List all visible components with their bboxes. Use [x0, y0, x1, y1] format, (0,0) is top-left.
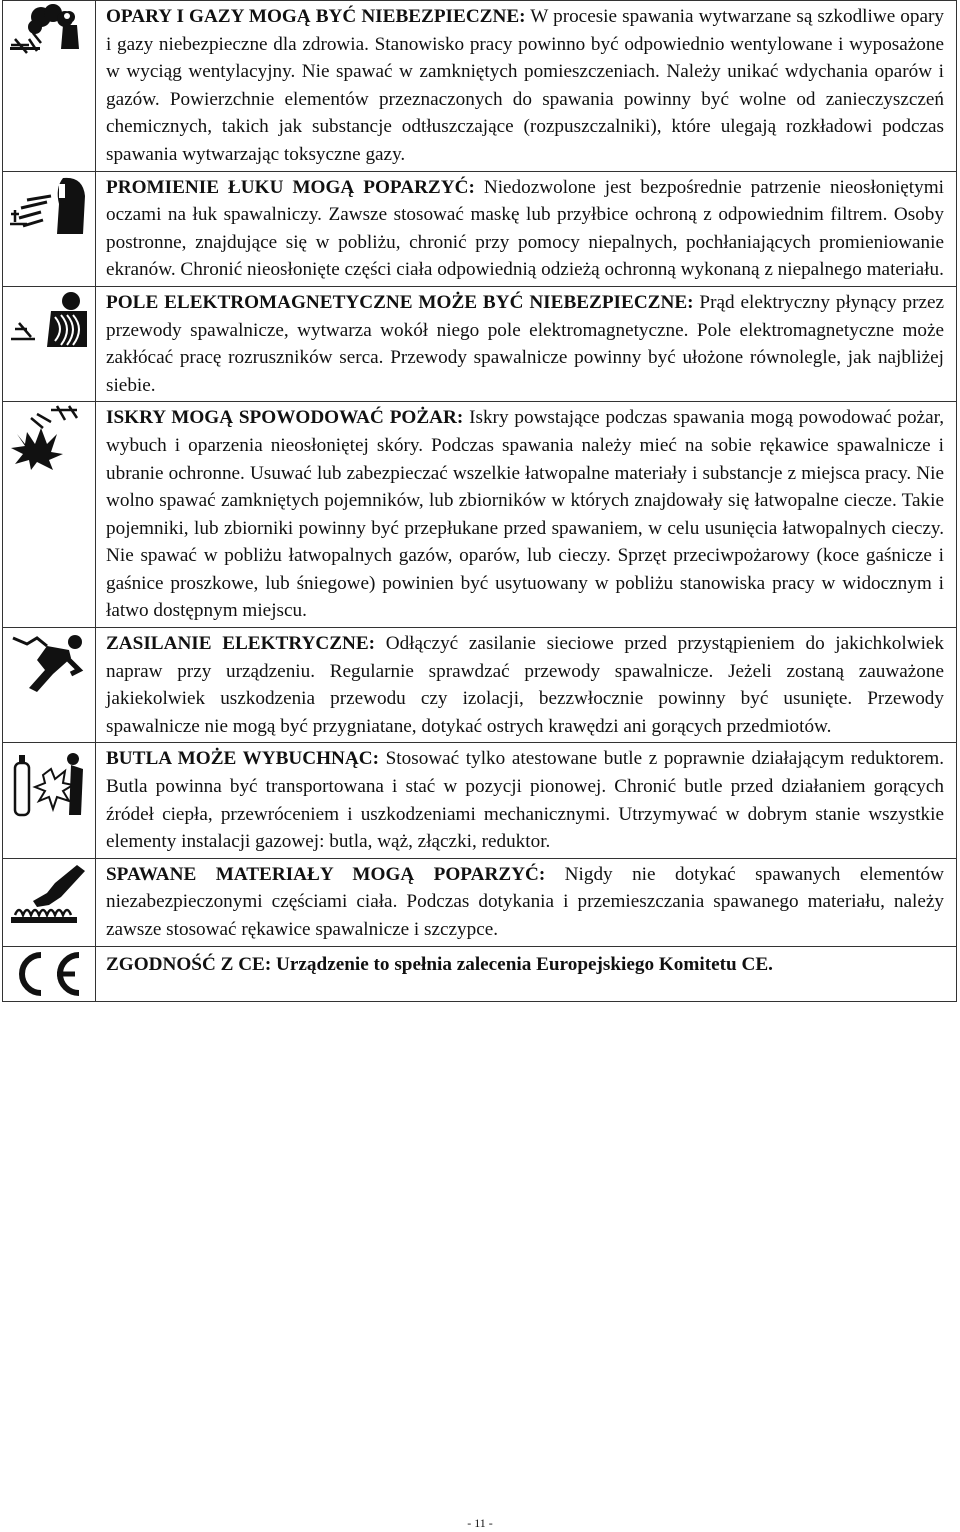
- safety-row: [3, 858, 957, 946]
- section-text: [96, 628, 957, 743]
- section-body: Niedozwolone jest bezpośrednie patrzenie nieosłoniętymi oczami na łuk spawalniczy. Zawsze stosować maskę lub przyłbice ochroną z odpowiednim filtrem. Osoby postronne, znajdujące się w pobliżu, chronić przy pomocy niepalnych, pochłaniających promieniowanie ekranów. Chronić nieosłonięte części ciała odpowiednią odzieżą ochronną wykonaną z niepalnego materiału.: [106, 176, 944, 281]
- section-heading: PROMIENIE ŁUKU MOGĄ POPARZYĆ:: [106, 176, 475, 198]
- safety-warnings-table: [2, 0, 957, 1002]
- gas-cylinder-explosion-icon: [3, 743, 95, 819]
- section-text: [96, 402, 957, 628]
- section-heading: SPAWANE MATERIAŁY MOGĄ POPARZYĆ:: [106, 863, 546, 885]
- section-text: [96, 286, 957, 401]
- section-body: W procesie spawania wytwarzane są szkodliwe opary i gazy niebezpieczne dla zdrowia. Stanowisko pracy powinno być odpowiednio wentylowane i wyposażone w wyciąg wentylacyjny. Nie spawać w zamkniętych pomieszczeniach. Należy unikać wdychania oparów i gazów. Powierzchnie elementów przeznaczonych do spawania powinny być wolne od zanieczyszczeń chemicznych, takich jak substancje odtłuszczające (rozpuszczalniki), które ulegają rozkładowi podczas spawania wytwarzając toksyczne gazy.: [106, 6, 944, 165]
- electromagnetic-field-hazard-icon: [3, 287, 95, 351]
- section-body: Iskry powstające podczas spawania mogą powodować pożar, wybuch i oparzenia nieosłoniętej skóry. Podczas spawania należy mieć na sobie rękawice spawalnicze i ubranie ochronne. Usuwać lub zabezpieczać wszelkie łatwopalne materiały i substancje z miejsca pracy. Nie wolno spawać zamkniętych pojemników, lub zbiorników w których znajdowały się łatwopalne ciecze. Takie pojemniki, lub zbiorniki powinny być przepłukane przed spawaniem, w celu usunięcia łatwopalnych cieczy. Nie spawać w pobliżu łatwopalnych gazów, oparów, lub cieczy. Sprzęt przeciwpożarowy (koce gaśnicze i gaśnice proszkowe, lub śniegowe) powinien być usytuowany w pobliżu stanowiska pracy w widocznym i łatwo dostępnym miejscu.: [106, 407, 945, 622]
- icon-cell: [3, 402, 96, 628]
- section-heading: BUTLA MOŻE WYBUCHNĄC:: [106, 748, 380, 770]
- ce-row: [3, 946, 957, 1001]
- safety-row: [3, 1, 957, 172]
- sparks-fire-hazard-icon: [3, 402, 95, 474]
- section-text: [96, 946, 957, 1001]
- section-text: [96, 858, 957, 946]
- arc-rays-hazard-icon: [3, 172, 95, 240]
- ce-mark-icon: [3, 947, 95, 1001]
- icon-cell: [3, 858, 96, 946]
- icon-cell: [3, 628, 96, 743]
- electric-shock-hazard-icon: [3, 628, 95, 698]
- section-text: [96, 1, 957, 172]
- safety-row: [3, 286, 957, 401]
- section-text: [96, 743, 957, 858]
- icon-cell: [3, 946, 96, 1001]
- hot-surface-burn-icon: [3, 859, 95, 929]
- section-heading: POLE ELEKTROMAGNETYCZNE MOŻE BYĆ NIEBEZPIECZNE:: [106, 291, 694, 313]
- safety-row: [3, 743, 957, 858]
- icon-cell: [3, 1, 96, 172]
- section-body: Odłączyć zasilanie sieciowe przed przystąpieniem do jakichkolwiek napraw przy urządzeniu. Regularnie sprawdzać przewody spawalnicze. Jeżeli zostaną zauważone jakiekolwiek uszkodzenia przewodu czy izolacji, bezzwłocznie powinny być usunięte. Przewody spawalnicze nie mogą być przygniatane, dotykać ostrych krawędzi ani gorących przedmiotów.: [106, 633, 945, 737]
- section-heading: OPARY I GAZY MOGĄ BYĆ NIEBEZPIECZNE:: [106, 6, 526, 27]
- safety-row: [3, 402, 957, 628]
- section-body: Stosować tylko atestowane butle z poprawnie działającym reduktorem. Butla powinna być transportowana i stać w pozycji pionowej. Chronić butle przed działaniem gorących źródeł ciepła, przewróceniem i uszkodzeniami mechanicznymi. Utrzymywać w dobrym stanie wszystkie elementy instalacji gazowej: butla, wąż, złączki, reduktor.: [106, 748, 944, 853]
- section-heading: ZASILANIE ELEKTRYCZNE:: [106, 633, 376, 655]
- ce-conformity-text: ZGODNOŚĆ Z CE: Urządzenie to spełnia zalecenia Europejskiego Komitetu CE.: [106, 953, 773, 975]
- icon-cell: [3, 286, 96, 401]
- section-body: Prąd elektryczny płynący przez przewody spawalnicze, wytwarza wokół niego pole elektromagnetyczne. Pole elektromagnetyczne może zakłócać pracę rozruszników serca. Przewody spawalnicze powinny być ułożone równolegle, jak najbliżej siebie.: [106, 291, 945, 396]
- icon-cell: [3, 171, 96, 286]
- safety-row: [3, 171, 957, 286]
- safety-row: [3, 628, 957, 743]
- fumes-hazard-icon: [3, 1, 95, 61]
- section-text: [96, 171, 957, 286]
- section-body: Nigdy nie dotykać spawanych elementów niezabezpieczonymi częściami ciała. Podczas dotykania i przemieszczania spawanego materiału, należy zawsze stosować rękawice spawalnicze i szczypce.: [106, 863, 945, 940]
- page-number: - 11 -: [467, 1516, 493, 1530]
- icon-cell: [3, 743, 96, 858]
- section-heading: ISKRY MOGĄ SPOWODOWAĆ POŻAR:: [106, 407, 464, 429]
